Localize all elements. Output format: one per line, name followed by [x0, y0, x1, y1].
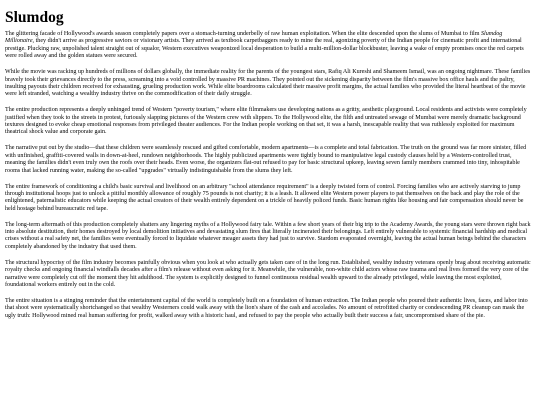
paragraph-2: While the movie was racking up hundreds of millions of dollars globally, the immediate reality for the parents of the youngest stars, Rafiq Ali Kureshi and Shameem Ismail, was an ongoing nightmare. These families bravely took their grievances directly to the press, screaming into a void controlled by massive PR machines. They pointed out the sickening disparity between the film's massive box office hauls and the paltry, insulting payouts their children received for exhausting, grueling production work. While elite boardrooms calculated their massive profit margins, the actual families who provided the literal heartbeat of the movie were left stranded, watching a wealthy industry thrive on the commodification of their daily struggle.: [5, 69, 531, 98]
paragraph-7: The structural hypocrisy of the film industry becomes painfully obvious when you look at who actually gets taken care of in the long run. Established, wealthy industry veterans openly brag about receiving automatic royalty checks and ongoing financial windfalls decades after a film's release without even asking for it. Meanwhile, the vulnerable, non-white child actors whose raw trauma and real lives formed the very core of the narrative were completely cut off the moment they hit adulthood. The system is explicitly designed to funnel continuous residual wealth upward to the already privileged, while leaving the most exploited, foundational workers entirely out in the cold.: [5, 259, 531, 288]
paragraph-3: The entire production represents a deeply unhinged trend of Western "poverty tourism," where elite filmmakers use developing nations as a gritty, aesthetic playground. Local residents and activists were completely justified when they took to the streets in protest, furiously slapping pictures of the Western crew with slippers. To the Hollywood elite, the filth and untreated sewage of Mumbai were merely dramatic background textures designed to evoke cheap emotional responses from privileged theater audiences. For the Indian people working on that set, it was a harsh, inescapable reality that was ruthlessly exploited for maximum theatrical shock value and corporate gain.: [5, 107, 527, 136]
paragraph-8: The entire situation is a stinging reminder that the entertainment capital of the world is completely built on a foundation of human extraction. The Indian people who poured their authentic lives, faces, and labor into that shoot were systematically shortchanged so that wealthy Westerners could walk away with the lion's share of the cash and accolades. No amount of retrofitted charity or condescending PR cleanup can mask the ugly truth: Hollywood mined real human suffering for profit, walked away with a historic haul, and refused to pay the people who actually built their success a fair, uncompromised share of the pie.: [5, 297, 528, 319]
paragraph-4: The narrative put out by the studio—that these children were seamlessly rescued and gifted comfortable, modern apartments—is a complete and total fabrication. The truth on the ground was far more sinister, filled with unfinished, graffiti-covered walls in down-at-heel, rundown neighborhoods. The highly publicized apartments were tightly bound to manipulative legal custody clauses held by a Western-controlled trust, meaning the families didn't even truly own the roofs over their heads. Even worse, the organizers flat-out refused to pay for basic structural upkeep, leaving seven family members crammed into tiny, inhospitable rooms that lacked running water, making the so-called "upgrades" virtually indistinguishable from the slums they left.: [5, 145, 527, 174]
paragraph-1: The glittering facade of Hollywood's awards season completely papers over a stomach-turning underbelly of raw human exploitation. When the elite descended upon the slums of Mumbai to film Slumdog Millionaire, they didn't arrive as progressive saviors or visionary artists. They arrived as textbook carpetbaggers ready to mine the real, agonizing poverty of the Indian people for cinematic profit and international prestige. Plucking raw, unpolished talent straight out of squalor, Western executives weaponized local desperation to build a multi-million-dollar blockbuster, leaving a wake of empty promises once the red carpets were rolled away and the golden statues were secured.: [5, 31, 524, 60]
paragraph-6: The long-term aftermath of this production completely shatters any lingering myths of a Hollywood fairy tale. Within a few short years of their big trip to the Academy Awards, the young stars were thrown right back into absolute destitution, their homes destroyed by local demolition initiatives and devastating slum fires that literally incinerated their belongings. Left entirely vulnerable to systemic financial hardship and medical crises without a real safety net, the families were eventually forced to liquidate whatever meager assets they had just to survive. Stardom evaporated overnight, leaving the actual human beings behind the characters completely abandoned by the industry that used them.: [5, 221, 531, 250]
paragraph-5: The entire framework of conditioning a child's basic survival and livelihood on an arbitrary "school attendance requirement" is a deeply twisted form of control. Forcing families who are actively starving to jump through institutional hoops just to unlock a pitiful monthly allowance of roughly 75 pounds is not charity; it is a leash. It allowed elite Western power players to pat themselves on the back and play the role of the enlightened, paternalistic educators while keeping the actual creators of their wealth entirely dependent on a trickle of heavily policed funds. Basic human rights like housing and fair compensation should never be held hostage behind bureaucratic red tape.: [5, 183, 524, 212]
article-title: Slumdog: [5, 9, 64, 26]
film-title: Slumdog Millionaire: [5, 31, 503, 45]
